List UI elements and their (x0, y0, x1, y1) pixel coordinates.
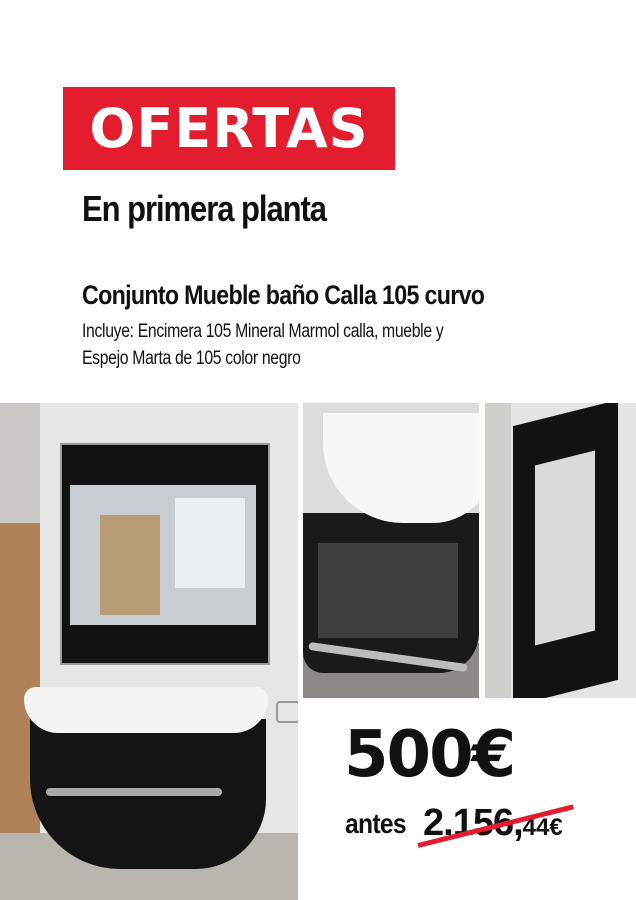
photo-wall (485, 403, 511, 698)
description-line: Incluye: Encimera 105 Mineral Marmol calla, mueble y (82, 321, 444, 342)
offers-banner-text: OFERTAS (89, 97, 369, 160)
old-price-integer: 2.156, (423, 802, 523, 844)
mirror-glass (535, 451, 595, 646)
mirror-reflection-window (175, 498, 245, 588)
main-product-photo (0, 403, 298, 900)
current-price: 500€ (344, 718, 515, 792)
antes-label: antes (345, 808, 406, 839)
product-description (82, 318, 443, 372)
cabinet-handle (46, 788, 222, 796)
offers-banner (63, 87, 395, 170)
product-title: Conjunto Mueble baño Calla 105 curvo (82, 280, 485, 310)
previous-price (345, 802, 563, 844)
drawer-interior (318, 543, 458, 638)
subtitle: En primera planta (82, 188, 326, 229)
description-line: Espejo Marta de 105 color negro (82, 348, 301, 369)
mirror-side-photo (485, 403, 636, 698)
mirror-reflection-shelf (100, 515, 160, 615)
vanity-countertop (24, 687, 268, 733)
towel-bar (276, 701, 298, 723)
sink-detail-photo (303, 403, 479, 698)
old-price-decimal: 44€ (522, 814, 563, 841)
sink-basin (323, 413, 479, 523)
